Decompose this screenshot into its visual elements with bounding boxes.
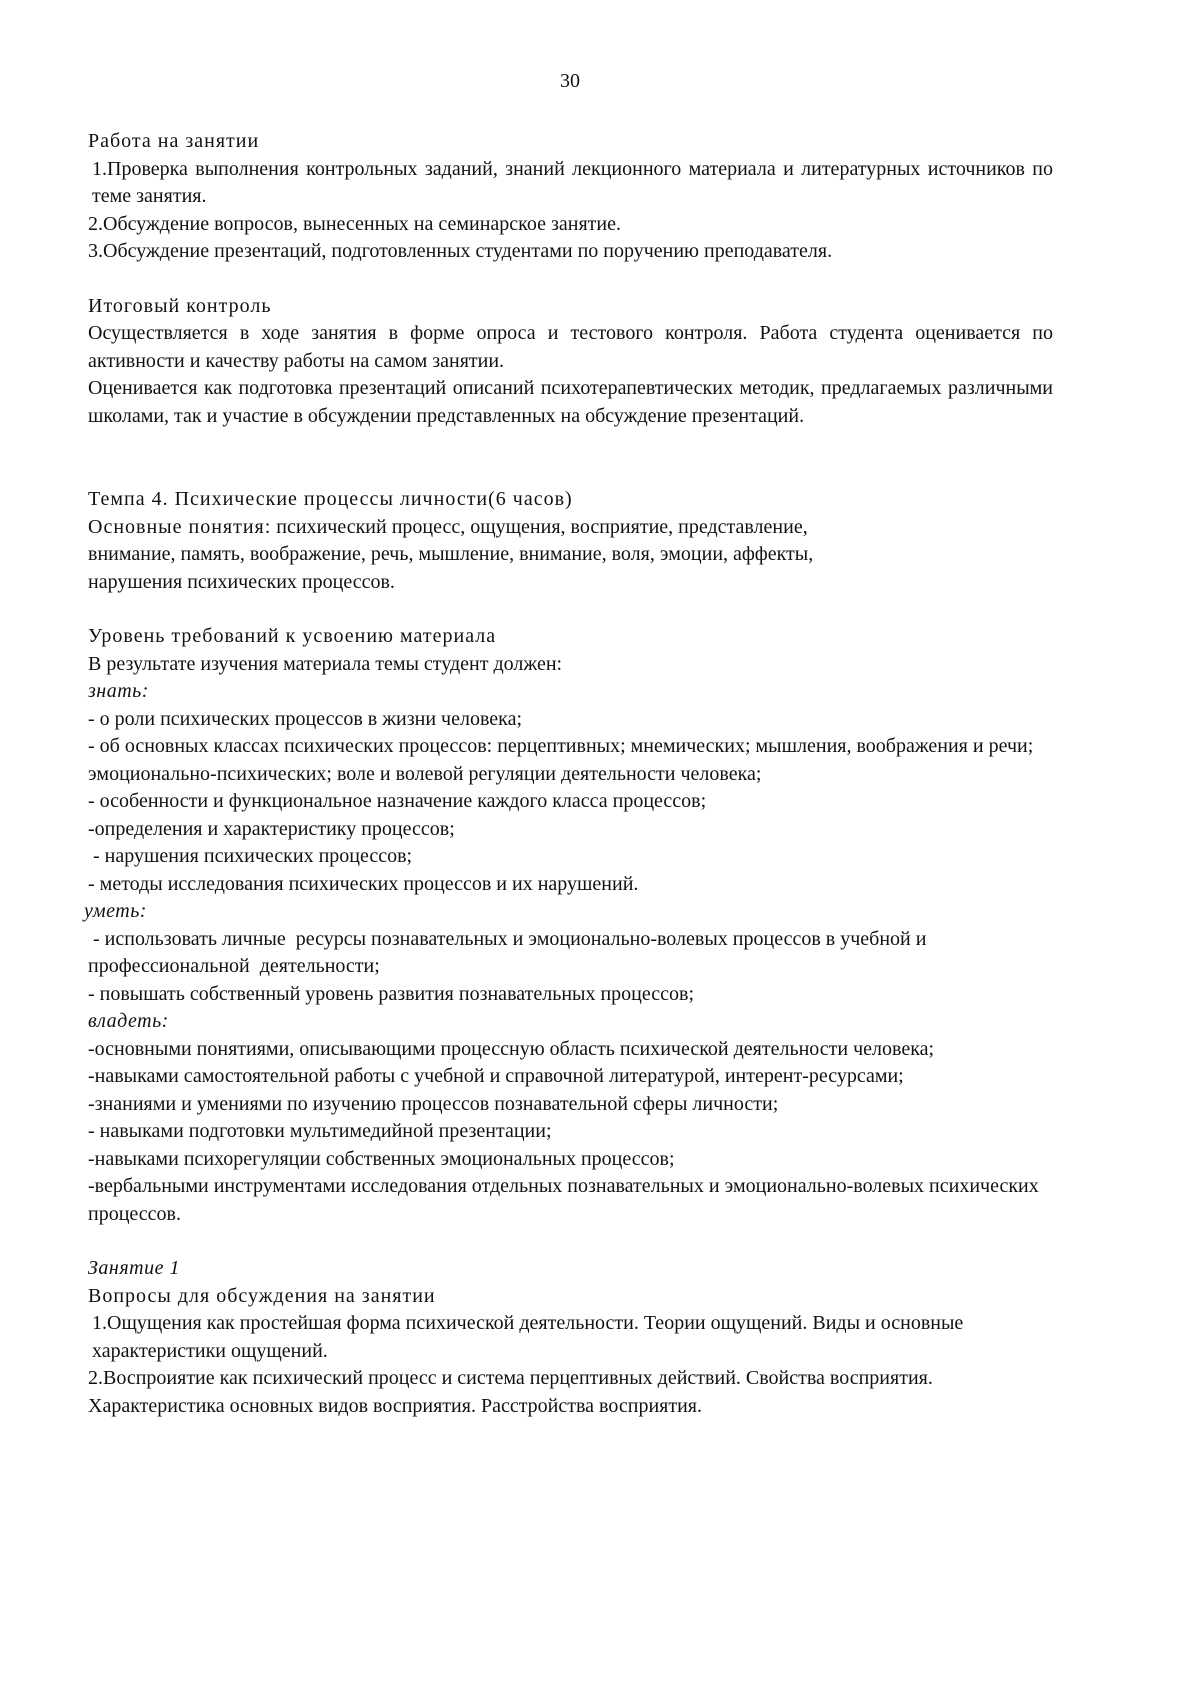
lesson-heading: Вопросы для обсуждения на занятии: [88, 1284, 436, 1307]
topic-concepts-line-2: внимание, память, воображение, речь, мышление, внимание, воля, эмоции, аффекты,: [88, 543, 814, 565]
lesson-title: Занятие 1: [88, 1257, 180, 1279]
own-item: -навыками психорегуляции собственных эмоциональных процессов;: [88, 1147, 675, 1170]
work-item-1: 1.Проверка выполнения контрольных заданий, знаний лекционного материала и литературных источников по теме занятия.: [92, 157, 1053, 207]
lesson-section: [88, 1255, 1053, 1420]
know-item: - методы исследования психических процессов и их нарушений.: [88, 872, 639, 895]
requirements-section: [84, 623, 1053, 1228]
own-item: -основными понятиями, описывающими процессную область психической деятельности человека;: [88, 1037, 935, 1060]
topic-title: Темпа 4. Психические процессы личности(6 часов): [88, 488, 573, 510]
final-control-paragraph-2: Оценивается как подготовка презентаций описаний психотерапевтических методик, предлагаемых различными школами, так и участие в обсуждении представленных на обсуждение презентаций.: [88, 377, 1053, 427]
own-item: -знаниями и умениями по изучению процессов познавательной сферы личности;: [88, 1092, 779, 1115]
lesson-item-2: 2.Воспроиятие как психический процесс и система перцептивных действий. Свойства восприятия. Характеристика основных видов восприятия. Расстройства восприятия.: [88, 1367, 933, 1417]
page-number: 30: [560, 70, 580, 92]
topic-concepts-line-3: нарушения психических процессов.: [88, 570, 395, 593]
topic-section: [88, 486, 1053, 596]
know-label: знать:: [88, 680, 149, 702]
can-item: - повышать собственный уровень развития познавательных процессов;: [88, 982, 694, 1005]
final-control-heading: Итоговый контроль: [88, 294, 272, 317]
know-item: - нарушения психических процессов;: [88, 845, 413, 867]
lesson-item-1: 1.Ощущения как простейшая форма психической деятельности. Теории ощущений. Виды и основные характеристики ощущений.: [92, 1312, 964, 1362]
topic-concepts: [88, 514, 1053, 542]
final-control-section: [88, 293, 1053, 431]
topic-concepts-label: Основные понятия:: [88, 515, 272, 538]
work-item-3: 3.Обсуждение презентаций, подготовленных студентами по поручению преподавателя.: [88, 240, 833, 262]
topic-concepts-text: психический процесс, ощущения, восприятие, представление,: [276, 515, 808, 538]
know-item: -определения и характеристику процессов;: [88, 817, 455, 840]
know-item: - о роли психических процессов в жизни человека;: [88, 707, 523, 730]
own-label: владеть:: [88, 1010, 169, 1032]
own-item: -навыками самостоятельной работы с учебной и справочной литературой, интерент-ресурсами;: [88, 1065, 904, 1087]
own-item: -вербальными инструментами исследования отдельных познавательных и эмоционально-волевых психических процессов.: [88, 1175, 1039, 1225]
requirements-heading: Уровень требований к усвоению материала: [88, 625, 497, 647]
work-section: [88, 128, 1053, 266]
can-label: уметь:: [84, 900, 147, 922]
work-item-2: 2.Обсуждение вопросов, вынесенных на семинарское занятие.: [88, 212, 621, 235]
work-heading: Работа на занятии: [88, 130, 260, 152]
can-item: - использовать личные ресурсы познавательных и эмоционально-волевых процессов в учебной и профессиональной деятельности;: [88, 927, 932, 977]
know-item: - об основных классах психических процессов: перцептивных; мнемических; мышления, воображения и речи; эмоционально-психических; воле и волевой регуляции деятельности человека;: [88, 735, 1034, 785]
final-control-paragraph-1: Осуществляется в ходе занятия в форме опроса и тестового контроля. Работа студента оценивается по активности и качеству работы на самом занятии.: [88, 322, 1053, 372]
own-item: - навыками подготовки мультимедийной презентации;: [88, 1120, 552, 1142]
page-content: [84, 128, 1053, 1420]
requirements-intro: В результате изучения материала темы студент должен:: [88, 652, 563, 675]
know-item: - особенности и функциональное назначение каждого класса процессов;: [88, 790, 707, 812]
